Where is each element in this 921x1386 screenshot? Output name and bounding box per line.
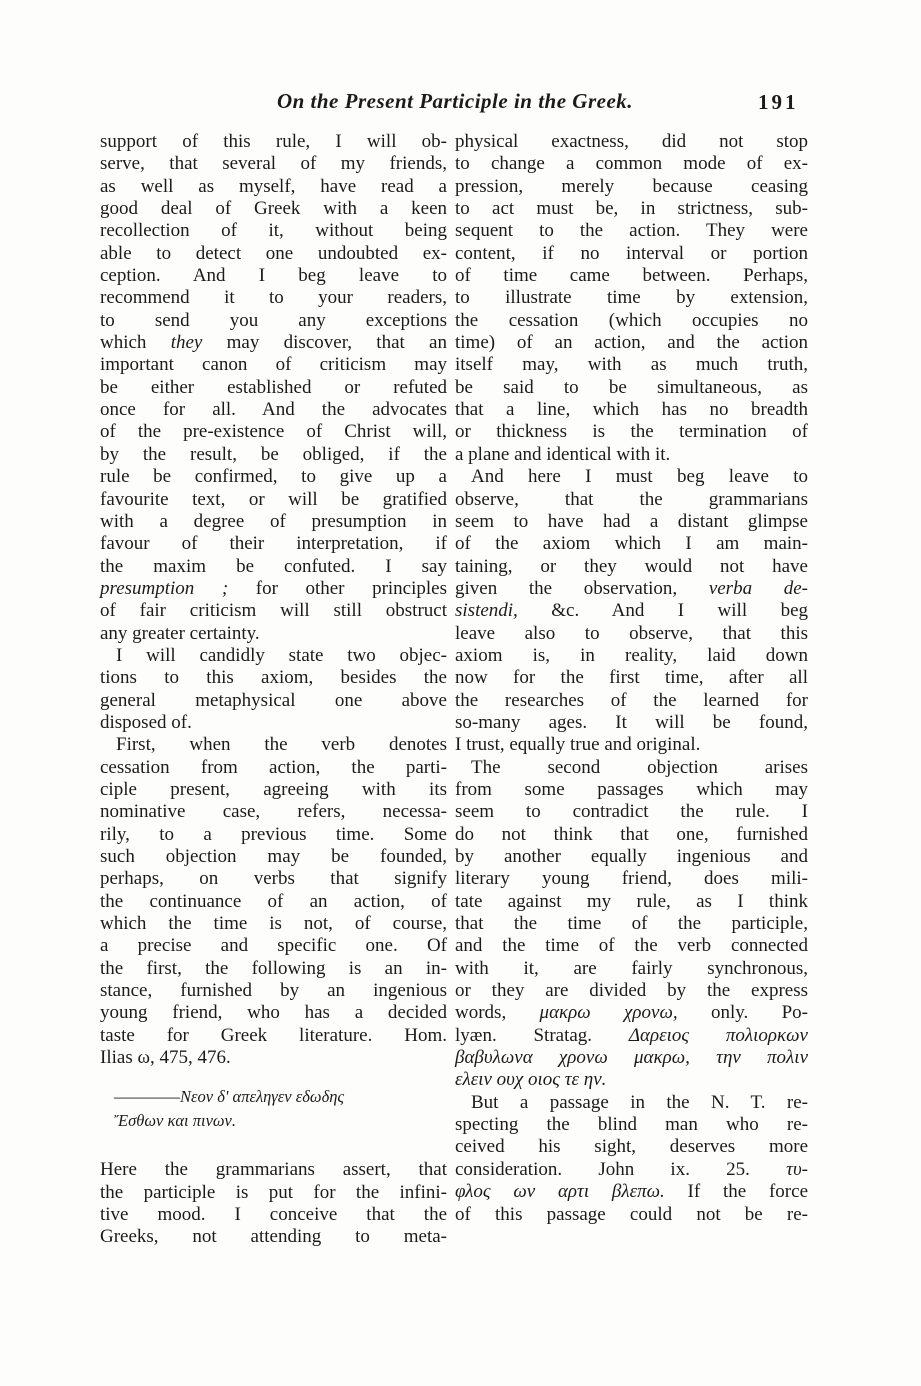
text-line (100, 243, 447, 265)
text-run: a plane and identical with it. (455, 443, 671, 465)
text-line (455, 153, 808, 175)
text-line (100, 913, 447, 935)
text-run: as well as myself, have read a (100, 175, 447, 197)
text-line (100, 444, 447, 466)
text-line (455, 533, 808, 555)
text-run: do not think that one, furnished (455, 823, 808, 845)
text-run: they (170, 332, 203, 354)
text-run: such objection may be founded, (100, 846, 447, 867)
text-line (455, 712, 808, 734)
text-run: for other principles (228, 577, 447, 599)
text-run: any greater certainty. (100, 622, 260, 644)
text-line (455, 667, 808, 689)
text-run: by the result, be obliged, if the (100, 443, 447, 465)
text-run: by another equally ingenious and (455, 846, 808, 867)
text-line (100, 578, 447, 600)
text-run: axiom is, in reality, laid down (455, 644, 808, 666)
text-line (455, 377, 808, 399)
text-line (455, 824, 808, 846)
paragraph (455, 757, 808, 1092)
text-line (100, 332, 447, 354)
text-run: may discover, that an (202, 332, 447, 354)
text-run: observe, that the grammarians (455, 488, 808, 510)
text-run: sequent to the action. They were (455, 220, 808, 242)
text-run: the researches of the learned for (455, 689, 808, 711)
text-run: the participle is put for the infini- (100, 1181, 447, 1203)
text-line (100, 690, 447, 712)
text-run: Ἔσθων και πινων. (114, 1111, 237, 1131)
text-run: Νεον δ' απεληγεν εδωδης (180, 1087, 345, 1107)
text-run: to illustrate time by extension, (455, 287, 808, 309)
text-run: with a degree of presumption in (100, 510, 447, 532)
text-line (100, 220, 447, 242)
text-line (455, 421, 808, 443)
text-run: tive mood. I conceive that the (100, 1204, 447, 1226)
text-run: be said to be simultaneous, as (455, 376, 808, 398)
text-run: sistendi, (455, 600, 518, 622)
text-run: now for the first time, after all (455, 667, 808, 689)
text-run: μακρω χρονω, (539, 1002, 678, 1024)
text-line (455, 913, 808, 935)
text-line (455, 354, 808, 376)
text-run: Greeks, not attending to meta- (100, 1226, 447, 1248)
text-run: good deal of Greek with a keen (100, 198, 447, 220)
text-line (455, 846, 808, 868)
text-line (100, 511, 447, 533)
text-line (100, 980, 447, 1002)
text-line (100, 1159, 447, 1181)
text-line (100, 958, 447, 980)
text-run: rule be confirmed, to give up a (100, 466, 447, 488)
text-run: If the force (664, 1181, 809, 1203)
text-line (100, 354, 447, 376)
paragraph (455, 1092, 808, 1226)
text-line (100, 824, 447, 846)
text-run: I trust, equally true and original. (455, 734, 701, 756)
text-line (455, 1069, 808, 1091)
paragraph (100, 734, 447, 1069)
text-run: perhaps, on verbs that signify (100, 868, 447, 890)
text-line (455, 891, 808, 913)
text-line (100, 489, 447, 511)
text-run: general metaphysical one above (100, 689, 447, 711)
text-run: verba de- (708, 577, 808, 599)
text-line (100, 556, 447, 578)
text-line (455, 444, 808, 466)
text-run: support of this rule, I will ob- (100, 131, 447, 152)
text-line (100, 377, 447, 399)
text-line (455, 868, 808, 890)
text-line (455, 734, 808, 756)
text-line (100, 891, 447, 913)
text-line (455, 466, 808, 488)
text-run: and the time of the verb connected (455, 935, 808, 957)
text-run: the first, the following is an in- (100, 957, 447, 979)
text-line (100, 712, 447, 734)
text-run: favour of their interpretation, if (100, 533, 447, 555)
text-line (455, 198, 808, 220)
text-line (455, 980, 808, 1002)
text-line (455, 176, 808, 198)
text-line (455, 600, 808, 622)
text-run: pression, merely because ceasing (455, 175, 808, 197)
text-run: nominative case, refers, necessa- (100, 801, 447, 823)
text-line (100, 265, 447, 287)
text-line (455, 399, 808, 421)
text-run: ελειν ουχ οιος τε ην. (455, 1069, 607, 1091)
text-line (100, 176, 447, 198)
text-run: serve, that several of my friends, (100, 153, 447, 175)
text-run: of this passage could not be re- (455, 1203, 808, 1225)
text-line (100, 287, 447, 309)
text-run: time) of an action, and the action (455, 332, 808, 354)
text-line (455, 265, 808, 287)
text-run: rily, to a previous time. Some (100, 823, 447, 845)
text-line (100, 131, 447, 153)
text-line (100, 645, 447, 667)
text-line (455, 489, 808, 511)
paragraph (100, 645, 447, 734)
paragraph (455, 131, 808, 466)
paragraph (100, 1159, 447, 1248)
text-line (100, 466, 447, 488)
text-run: consideration. John ix. 25. (455, 1158, 787, 1180)
text-run: presumption ; (100, 577, 229, 599)
text-run: physical exactness, did not stop (455, 131, 808, 152)
text-line (455, 1181, 808, 1203)
text-run: ceived his sight, deserves more (455, 1136, 808, 1158)
text-run: And here I must beg leave to (471, 466, 808, 488)
text-line (455, 757, 808, 779)
text-run: the cessation (which occupies no (455, 309, 808, 331)
text-line (100, 1025, 447, 1047)
text-line (455, 310, 808, 332)
text-run: Here the grammarians assert, that (100, 1159, 447, 1181)
text-run: be either established or refuted (100, 376, 447, 398)
text-run: or they are divided by the express (455, 980, 808, 1002)
text-run: given the observation, (455, 577, 709, 599)
text-run: I will candidly state two objec- (116, 644, 447, 666)
text-run: Δαρειος πολιορκων (628, 1024, 808, 1046)
text-line (100, 1226, 447, 1248)
text-line (100, 868, 447, 890)
text-line (100, 846, 447, 868)
text-line (455, 690, 808, 712)
text-line (100, 198, 447, 220)
paragraph (100, 131, 447, 645)
text-line (455, 578, 808, 600)
text-run: taste for Greek literature. Hom. (100, 1024, 447, 1046)
running-header-title: On the Present Participle in the Greek. (276, 89, 634, 113)
text-line (100, 533, 447, 555)
text-line (455, 1092, 808, 1114)
text-run: recommend it to your readers, (100, 287, 447, 309)
text-run: or thickness is the termination of (455, 421, 808, 443)
text-run: which the time is not, of course, (100, 913, 447, 935)
text-run: taining, or they would not have (455, 555, 808, 577)
text-line (100, 399, 447, 421)
text-run: leave also to observe, that this (455, 622, 808, 644)
text-line (455, 1047, 808, 1069)
text-run: of the axiom which I am main- (455, 533, 808, 555)
text-run: ception. And I beg leave to (100, 265, 447, 287)
text-line (100, 153, 447, 175)
text-line (100, 1002, 447, 1024)
text-run: cessation from action, the parti- (100, 756, 447, 778)
text-line (100, 757, 447, 779)
text-run: able to detect one undoubted ex- (100, 242, 447, 264)
text-run: Ilias ω, 475, 476. (100, 1047, 231, 1069)
paragraph (455, 466, 808, 756)
text-line (100, 421, 447, 443)
text-run: tions to this axiom, besides the (100, 667, 447, 689)
text-line (455, 801, 808, 823)
text-run: of the pre-existence of Christ will, (100, 421, 447, 443)
text-line (100, 1047, 447, 1069)
text-line (455, 556, 808, 578)
text-run: φλος ων αρτι βλεπω. (455, 1181, 665, 1203)
column-right (455, 131, 808, 1226)
text-line (100, 623, 447, 645)
text-run: lyæn. Stratag. (455, 1024, 629, 1046)
text-line (100, 667, 447, 689)
text-line (455, 332, 808, 354)
text-run: that a line, which has no breadth (455, 399, 808, 421)
text-line (455, 958, 808, 980)
text-line (100, 1204, 447, 1226)
text-run: from some passages which may (455, 778, 808, 800)
text-line (455, 623, 808, 645)
text-line (455, 1002, 808, 1024)
text-line (455, 779, 808, 801)
text-line (455, 935, 808, 957)
text-run: disposed of. (100, 711, 192, 733)
text-line (100, 801, 447, 823)
text-run: only. Po- (677, 1002, 808, 1024)
text-run: stance, furnished by an ingenious (100, 980, 447, 1002)
column-left (100, 131, 447, 1249)
text-run: content, if no interval or portion (455, 242, 808, 264)
text-run: with it, are fairly synchronous, (455, 957, 808, 979)
text-line (455, 1114, 808, 1136)
text-line (100, 734, 447, 756)
text-line (114, 1085, 447, 1109)
text-run: ciple present, agreeing with its (100, 778, 447, 800)
text-line (455, 645, 808, 667)
text-run: once for all. And the advocates (100, 399, 447, 421)
text-run: βαβυλωνα χρονω μακρω, την πολιν (455, 1047, 808, 1069)
text-run: words, (455, 1002, 540, 1024)
page-number: 191 (758, 90, 799, 114)
text-run: ———— (114, 1087, 180, 1107)
text-line (455, 1204, 808, 1226)
text-run: to change a common mode of ex- (455, 153, 808, 175)
text-run: First, when the verb denotes (116, 734, 447, 756)
text-run: But a passage in the N. T. re- (471, 1091, 808, 1113)
text-run: so-many ages. It will be found, (455, 711, 808, 733)
text-run: the maxim be confuted. I say (100, 555, 447, 577)
text-run: that the time of the participle, (455, 913, 808, 935)
text-line (114, 1109, 447, 1133)
text-line (455, 1136, 808, 1158)
text-run: which (100, 332, 171, 354)
text-run: of time came between. Perhaps, (455, 265, 808, 287)
text-run: itself may, with as much truth, (455, 354, 808, 376)
text-run: tate against my rule, as I think (455, 890, 808, 912)
text-line (100, 779, 447, 801)
text-run: specting the blind man who re- (455, 1114, 808, 1136)
text-line (100, 600, 447, 622)
text-run: literary young friend, does mili- (455, 868, 808, 890)
greek-verse (114, 1085, 447, 1133)
text-run: a precise and specific one. Of (100, 935, 447, 957)
text-line (455, 243, 808, 265)
text-run: the continuance of an action, of (100, 890, 447, 912)
text-run: important canon of criticism may (100, 354, 447, 376)
text-run: of fair criticism will still obstruct (100, 600, 447, 622)
text-line (455, 1159, 808, 1181)
text-line (455, 131, 808, 153)
text-run: seem to have had a distant glimpse (455, 510, 808, 532)
text-line (455, 1025, 808, 1047)
text-line (100, 935, 447, 957)
text-run: recollection of it, without being (100, 220, 447, 242)
text-run: young friend, who has a decided (100, 1002, 447, 1024)
text-run: to act must be, in strictness, sub- (455, 198, 808, 220)
text-line (455, 220, 808, 242)
text-run: to send you any exceptions (100, 309, 447, 331)
text-line (455, 511, 808, 533)
text-run: &c. And I will beg (517, 600, 808, 622)
text-run: The second objection arises (471, 756, 808, 778)
text-line (100, 310, 447, 332)
text-line (100, 1182, 447, 1204)
text-run: τυ- (786, 1158, 808, 1180)
text-line (455, 287, 808, 309)
text-run: favourite text, or will be gratified (100, 488, 447, 510)
text-run: seem to contradict the rule. I (455, 801, 808, 823)
